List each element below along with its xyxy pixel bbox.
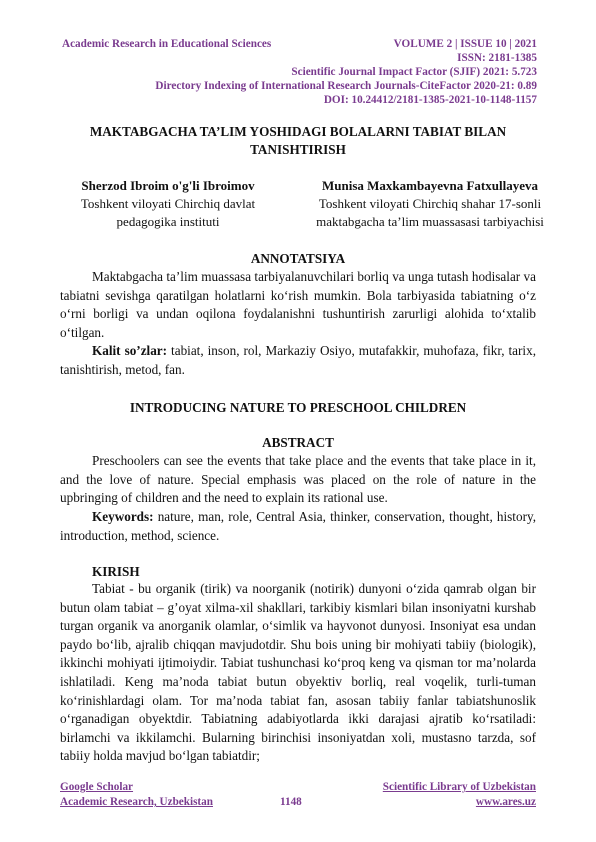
kirish-heading: KIRISH	[92, 564, 140, 579]
author-1-affiliation-1: Toshkent viloyati Chirchiq davlat	[80, 196, 256, 211]
author-2-affiliation-2: maktabgacha ta’lim muassasasi tarbiyachisi	[316, 214, 544, 229]
abstract-text: Preschoolers can see the events that take place and the events that take place in it, and the love of nature. Special emphasis was placed on the role of nature in the upbringing of children and the need to explain its rational use.	[60, 453, 536, 506]
english-title: INTRODUCING NATURE TO PRESCHOOL CHILDREN	[129, 400, 467, 415]
issn: ISSN: 2181-1385	[457, 52, 537, 64]
author-2-affiliation-1: Toshkent viloyati Chirchiq shahar 17-sonli	[318, 196, 542, 211]
kalit-text: tabiat, inson, rol, Markaziy Osiyo, mutafakkir, muhofaza, fikr, tarix, tanishtirish, metod, fan.	[60, 343, 536, 377]
keywords-label: Keywords:	[92, 509, 154, 524]
footer-right	[383, 780, 536, 810]
journal-name: Academic Research in Educational Sciences	[62, 38, 272, 50]
scientific-library-link[interactable]: Scientific Library of Uzbekistan	[382, 781, 536, 793]
author-1	[62, 177, 274, 231]
title-line-2: TANISHTIRISH	[250, 142, 346, 157]
keywords	[60, 508, 536, 545]
academic-research-link[interactable]: Academic Research, Uzbekistan	[60, 796, 213, 808]
annotatsiya-heading: ANNOTATSIYA	[250, 251, 346, 266]
author-1-name: Sherzod Ibroim o'g'li Ibroimov	[81, 178, 255, 193]
volume-issue: VOLUME 2 | ISSUE 10 | 2021	[393, 38, 537, 50]
website-link[interactable]: www.ares.uz	[475, 796, 536, 808]
author-2-name: Munisa Maxkambayevna Fatxullayeva	[322, 178, 538, 193]
article-title	[60, 123, 536, 159]
citefactor: Directory Indexing of International Research Journals-CiteFactor 2020-21: 0.89	[155, 80, 537, 92]
doi: DOI: 10.24412/2181-1385-2021-10-1148-1157	[323, 94, 537, 106]
footer-left	[60, 780, 213, 810]
google-scholar-link[interactable]: Google Scholar	[60, 781, 134, 793]
kirish-text: Tabiat - bu organik (tirik) va noorganik (notirik) dunyoni o‘zida qamrab olgan bir butun olam tabiat – g’oyat xilma-xil shakllari, tarkibiy kismlari bilan insoniyatni kurshab turgan organik va anorganik olamlar, o‘simlik va hayvonot dunyosi. Insoniyat esa undan paydo bo‘lib, ajralib chiqqan mavjudotdir. Shu bois uning bir mohiyati tabiiy (biologik), ikkinchi mohiyati ijtimoiydir. Tabiat tushunchasi ko‘proq keng va qisman tor ma’nolarda ishlatiladi. Keng ma’noda tabiat butun obyektiv borliq, real voqelik, turli-tuman ko‘rinishlardagi olam. Tor ma’noda tabiat fan, asosan tabiiy fanlar tabiatshunoslik o‘rganadigan obyektdir. Tabiatning adabiyotlarda ikki darajasi ajratib ko‘rsatiladi: birlamchi va ikkilamchi. Bularning birinchisi insoniyatdan xoli, mustasno tarzda, sof tabiiy holda mavjud bo‘lgan tabiatdir;	[60, 581, 536, 764]
author-1-affiliation-2: pedagogika instituti	[116, 214, 220, 229]
sjif-factor: Scientific Journal Impact Factor (SJIF) 2021: 5.723	[291, 66, 537, 78]
kalit-sozlar	[60, 342, 536, 379]
keywords-text: nature, man, role, Central Asia, thinker, conservation, thought, history, introduction, method, science.	[60, 509, 536, 543]
page-number: 1148	[280, 796, 302, 808]
kalit-label: Kalit so’zlar:	[92, 343, 168, 358]
annotatsiya-text: Maktabgacha ta’lim muassasa tarbiyalanuvchilari borliq va unga tutash hodisalar va tabiatni sevishga qaratilgan holatlarni ko‘rish mumkin. Bola tarbiyasida tabiatning o‘z o‘rni borligi va undan oqilona foydalanishni tushuntirish zarurligi alohida to‘xtalib o‘tilgan.	[60, 269, 536, 340]
journal-meta	[155, 37, 537, 107]
author-2	[300, 177, 560, 231]
title-line-1: MAKTABGACHA TA’LIM YOSHIDAGI BOLALARNI TABIAT BILAN	[89, 124, 507, 139]
abstract-heading: ABSTRACT	[262, 435, 334, 450]
